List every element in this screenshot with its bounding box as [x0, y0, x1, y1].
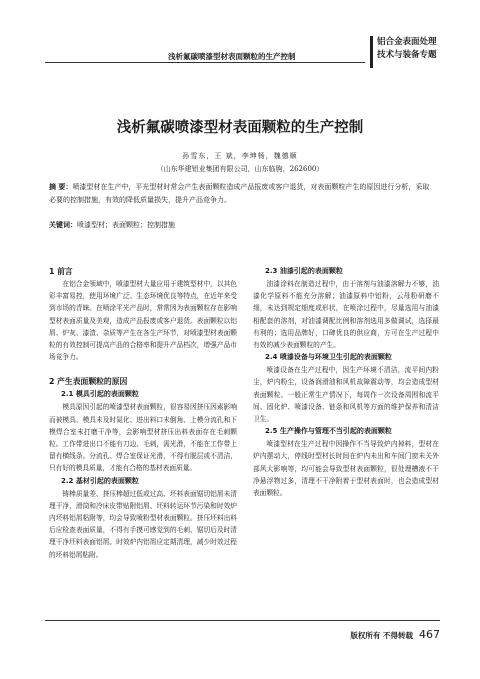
section-1-paragraph: 在铝合金领域中，喷漆型材大量应用于建筑型材中，以其色彩丰富易控，使用环境广泛、生态环境优良等特点，在近年来受到市场的青睐。在喷涂平光产品时，常常因为表面颗粒存在影响型材表面质量及美观，造成产品报废或客户退货。表面颗粒以铝屑、炉灰、漆渣、杂质等产生在各生产环节，对喷漆型材表面颗粒的有效控制可提高产品的合格率和提升产品档次，增强产品市场竞争力。 — [49, 280, 237, 362]
section-2-5-paragraph: 喷漆型材在生产过程中因操作不当导致炉内掉料，型材在炉内摆动大，停线时型材长时间在炉内未出和车间门窗未关外部风大影响等，均可能会导致型材表面颗粒，很处理槽液不干净悬浮物过多，清理不干净附着于型材表面时，也会造成型材表面颗粒。 — [253, 440, 439, 498]
footer-rule — [45, 620, 440, 621]
running-title: 浅析氟碳喷漆型材表面颗粒的生产控制 — [168, 52, 296, 61]
abstract — [49, 181, 435, 206]
section-2-4-paragraph: 喷漆设备在生产过程中，因生产环境不清洁，流平间内粉尘，炉内粉尘，设备润滑油和风机故障震动等，均会造成型材表面颗粒。一般正常生产情况下，每周作一次设备周围和流平间、固化炉、喷漆设备、链条和风机等方面的维护保养和清洁卫生。 — [253, 366, 439, 424]
article-title: 浅析氟碳喷漆型材表面颗粒的生产控制 — [116, 120, 364, 136]
section-2-heading: 2 产生表面颗粒的原因 — [49, 377, 128, 387]
keywords-label: 关键词： — [49, 221, 77, 229]
section-2-3-paragraph: 油漆涂料在制造过程中，由于溶剂与油漆溶解力不够，油漆化学原料不能充分溶解；油漆原料中铝粉，云母粉研磨不细，未达到规定细度或形状，在喷涂过程中，尽量选用与油漆相配套的溶剂，对油漆调配比例和溶剂选用多做调试，选择最有利的；选用品牌好，口碑优良的供应商，方可在生产过程中有效的减少表面颗粒的产生。 — [253, 280, 439, 350]
section-2-3-heading: 2.3 油漆引起的表面颗粒 — [265, 267, 343, 275]
copyright-notice: 版权所有 不得转载 — [350, 631, 413, 640]
affiliation: （山东华建铝业集团有限公司，山东临朐，262600） — [156, 165, 324, 173]
section-2-1-heading: 2.1 模具引起的表面颗粒 — [61, 390, 139, 399]
abstract-label: 摘 要： — [49, 183, 73, 191]
keywords — [49, 219, 435, 231]
section-2-2-paragraph: 铸棒质量差、挤压棒超过低或过高、坯料表面锯切铝屑未清理干净、滑筒和冷床皮带贴附铝屑、坯料转运环节污染和时效炉内坯料铝屑粘附等，均会导致喷粉型材表面颗粒。挤压坯料出料后应检查表面质量，不得有手摸可感觉到的毛刺、锯切后及时清理干净坯料表面铝屑。时效炉内铝屑应定期清理，减少时效过程的坯料铝屑粘附。 — [49, 489, 237, 559]
page-number: 467 — [419, 628, 440, 641]
keywords-text: 喷漆型材；表面颗粒；控制措施 — [77, 221, 175, 229]
footer — [350, 623, 440, 642]
section-1-heading: 1 前言 — [49, 267, 73, 276]
abstract-text: 喷漆型材在生产中，平光型材时常会产生表面颗粒造成产品报废或客户退货，对表面颗粒产生的原因进行分析，采取必要的控制措施，有效的降低质量损失，提升产品竞争力。 — [49, 183, 430, 204]
section-label-line1: 铝合金表面处理 — [377, 37, 437, 47]
right-column — [253, 265, 439, 499]
left-column — [49, 265, 237, 561]
spacer — [49, 363, 237, 375]
section-label-box — [370, 36, 440, 68]
header-rule — [45, 62, 365, 63]
authors: 孙雪东，王 斌，李坤杨，魏德顺 — [182, 152, 298, 160]
section-2-1-paragraph: 模具原因引起的喷漆型材表面颗粒，很容易因挤压因素影响而被模具、模具未及时氮化、进出料口未倒角、上模分流孔和下模焊合室未打磨干净等，会影响型材挤压出料表面存在毛刺颗粒。工作带进出口不能有刀边、毛刺，需光滑，不能在工作带上留有横线条。分流孔、焊合室保证光滑，不得有脱层或不清洁，只有好的模具质量，才能有合格的基材表面质量。 — [49, 403, 237, 473]
section-2-4-heading: 2.4 喷漆设备与环境卫生引起的表面颗粒 — [265, 353, 392, 362]
section-2-5-heading: 2.5 生产操作与管理不当引起的表面颗粒 — [265, 427, 392, 436]
section-2-2-heading: 2.2 基材引起的表面颗粒 — [61, 476, 139, 485]
section-label-line2: 技术与装备专题 — [377, 50, 437, 60]
